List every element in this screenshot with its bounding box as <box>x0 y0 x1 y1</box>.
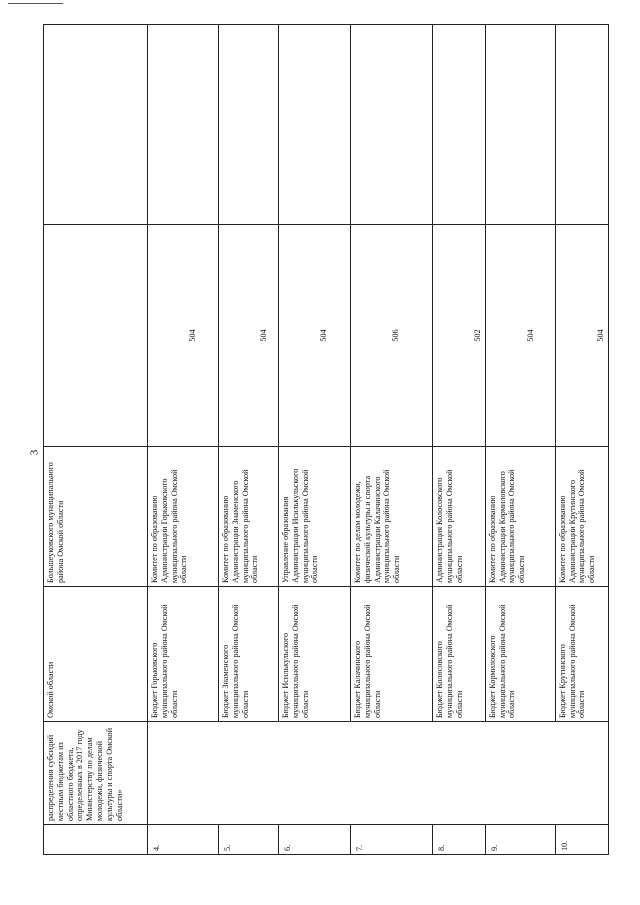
subsidy-table <box>43 24 609 855</box>
code-cell <box>44 225 148 447</box>
row-number: 7. <box>351 825 433 855</box>
extra-cell <box>555 25 608 225</box>
extra-cell <box>148 25 219 225</box>
code-cell: 504 <box>279 225 351 447</box>
row-number <box>44 825 148 855</box>
extra-cell <box>219 25 279 225</box>
table-row <box>44 25 148 855</box>
code-cell: 502 <box>433 225 486 447</box>
budget-cell: Бюджет Кормиловского муниципального района Омской области <box>485 587 555 722</box>
budget-cell: Бюджет Знаменского муниципального района Омской области <box>219 587 279 722</box>
row-number: 6. <box>279 825 351 855</box>
row-number: 9. <box>485 825 555 855</box>
budget-cell: Бюджет Исилькульского муниципального района Омской области <box>279 587 351 722</box>
purpose-cell: распределения субсидий местным бюджетам из областного бюджета, определенных в 2017 году Министерству по делам молодежи, физической культуры и спорта Омской области» <box>44 722 148 825</box>
budget-cell: Бюджет Крутинского муниципального района Омской области <box>555 587 608 722</box>
code-cell: 504 <box>148 225 219 447</box>
code-cell: 504 <box>219 225 279 447</box>
budget-cell: Бюджет Колосовского муниципального района Омской области <box>433 587 486 722</box>
rotated-table-wrapper <box>43 25 605 855</box>
extra-cell <box>485 25 555 225</box>
extra-cell <box>351 25 433 225</box>
administrator-cell: Комитет по делам молодежи, физической культуры и спорта Администрации Калачинского муниципального района Омской области <box>351 447 433 587</box>
administrator-cell: Управление образования Администрации Исилькульского муниципального района Омской области <box>279 447 351 587</box>
extra-cell <box>279 25 351 225</box>
code-cell: 506 <box>351 225 433 447</box>
top-rule <box>8 3 63 4</box>
budget-cell: Омской области <box>44 587 148 722</box>
budget-cell: Бюджет Горьковского муниципального района Омской области <box>148 587 219 722</box>
administrator-cell: Большеуковского муниципального района Омской области <box>44 447 148 587</box>
budget-cell: Бюджет Калачинского муниципального района Омской области <box>351 587 433 722</box>
row-number: 8. <box>433 825 486 855</box>
administrator-cell: Комитет по образованию Администрации Знаменского муниципального района Омской области <box>219 447 279 587</box>
code-cell: 504 <box>555 225 608 447</box>
row-number: 4. <box>148 825 219 855</box>
page-number: 3 <box>28 449 41 456</box>
administrator-cell: Администрация Колосовского муниципального района Омской области <box>433 447 486 587</box>
row-number: 10. <box>555 825 608 855</box>
table-row <box>148 25 219 855</box>
code-cell: 504 <box>485 225 555 447</box>
row-number: 5. <box>219 825 279 855</box>
extra-cell <box>433 25 486 225</box>
administrator-cell: Комитет по образованию Администрации Кормиловского муниципального района Омской области <box>485 447 555 587</box>
administrator-cell: Комитет по образованию Администрации Горьковского муниципального района Омской области <box>148 447 219 587</box>
purpose-cell-merged <box>148 722 609 825</box>
administrator-cell: Комитет по образованию Администрации Крутинского муниципального района Омской области <box>555 447 608 587</box>
extra-cell <box>44 25 148 225</box>
